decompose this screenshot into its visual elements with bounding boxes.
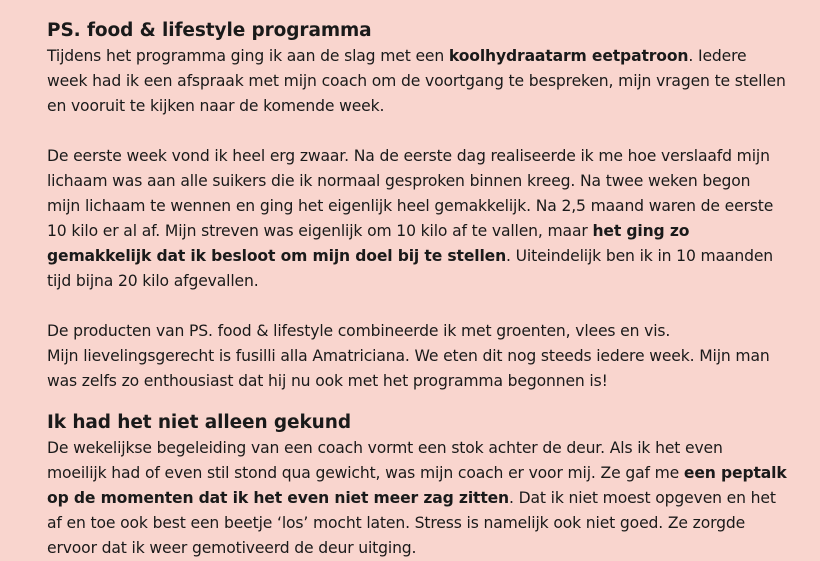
section-title-niet-alleen: Ik had het niet alleen gekund <box>47 412 351 433</box>
text-run: . Uiteindelijk ben ik in 10 maanden tijd bijna 20 kilo afgevallen. <box>47 247 774 290</box>
text-run: Tijdens het programma ging ik aan de slag met een <box>47 47 449 65</box>
text-run: . Dat ik niet moest opgeven en het af en toe ook best een beetje ‘los’ mocht laten. Stress is namelijk ook niet goed. Ze zorgde ervoor dat ik weer gemotiveerd de deur uitging. <box>47 489 776 557</box>
paragraph-programma-intro <box>47 44 787 119</box>
paragraph-spacer <box>47 119 787 144</box>
bold-text-run: het ging zo gemakkelijk dat ik besloot om mijn doel bij te stellen <box>47 222 690 265</box>
paragraph-producten <box>47 319 787 394</box>
paragraph-spacer <box>47 294 787 319</box>
text-run: De eerste week vond ik heel erg zwaar. Na de eerste dag realiseerde ik me hoe verslaafd mijn lichaam was aan alle suikers die ik normaal gesproken binnen kreeg. Na twee weken begon mijn lichaam te wennen en ging het eigenlijk heel gemakkelijk. Na 2,5 maand waren de eerste 10 kilo er al af. Mijn streven was eigenlijk om 10 kilo af te vallen, maar <box>47 147 774 240</box>
text-run: De wekelijkse begeleiding van een coach vormt een stok achter de deur. Als ik het even moeilijk had of even stil stond qua gewicht, was mijn coach er voor mij. Ze gaf me <box>47 439 723 482</box>
text-run: . Iedere week had ik een afspraak met mijn coach om de voortgang te bespreken, mijn vragen te stellen en vooruit te kijken naar de komende week. <box>47 47 786 115</box>
section-title-programma: PS. food & lifestyle programma <box>47 20 372 41</box>
bold-text-run: koolhydraatarm eetpatroon <box>448 47 689 65</box>
paragraph-eerste-week <box>47 144 787 294</box>
text-run: Mijn lievelingsgerecht is fusilli alla Amatriciana. We eten dit nog steeds iedere week. Mijn man was zelfs zo enthousiast dat hij nu ook met het programma begonnen is! <box>47 347 770 390</box>
article-content <box>47 18 787 561</box>
bold-text-run: een peptalk op de momenten dat ik het even niet meer zag zitten <box>47 464 787 507</box>
paragraph-begeleiding <box>47 436 787 561</box>
section-spacer <box>47 394 787 410</box>
text-run: De producten van PS. food & lifestyle combineerde ik met groenten, vlees en vis. <box>47 322 671 340</box>
